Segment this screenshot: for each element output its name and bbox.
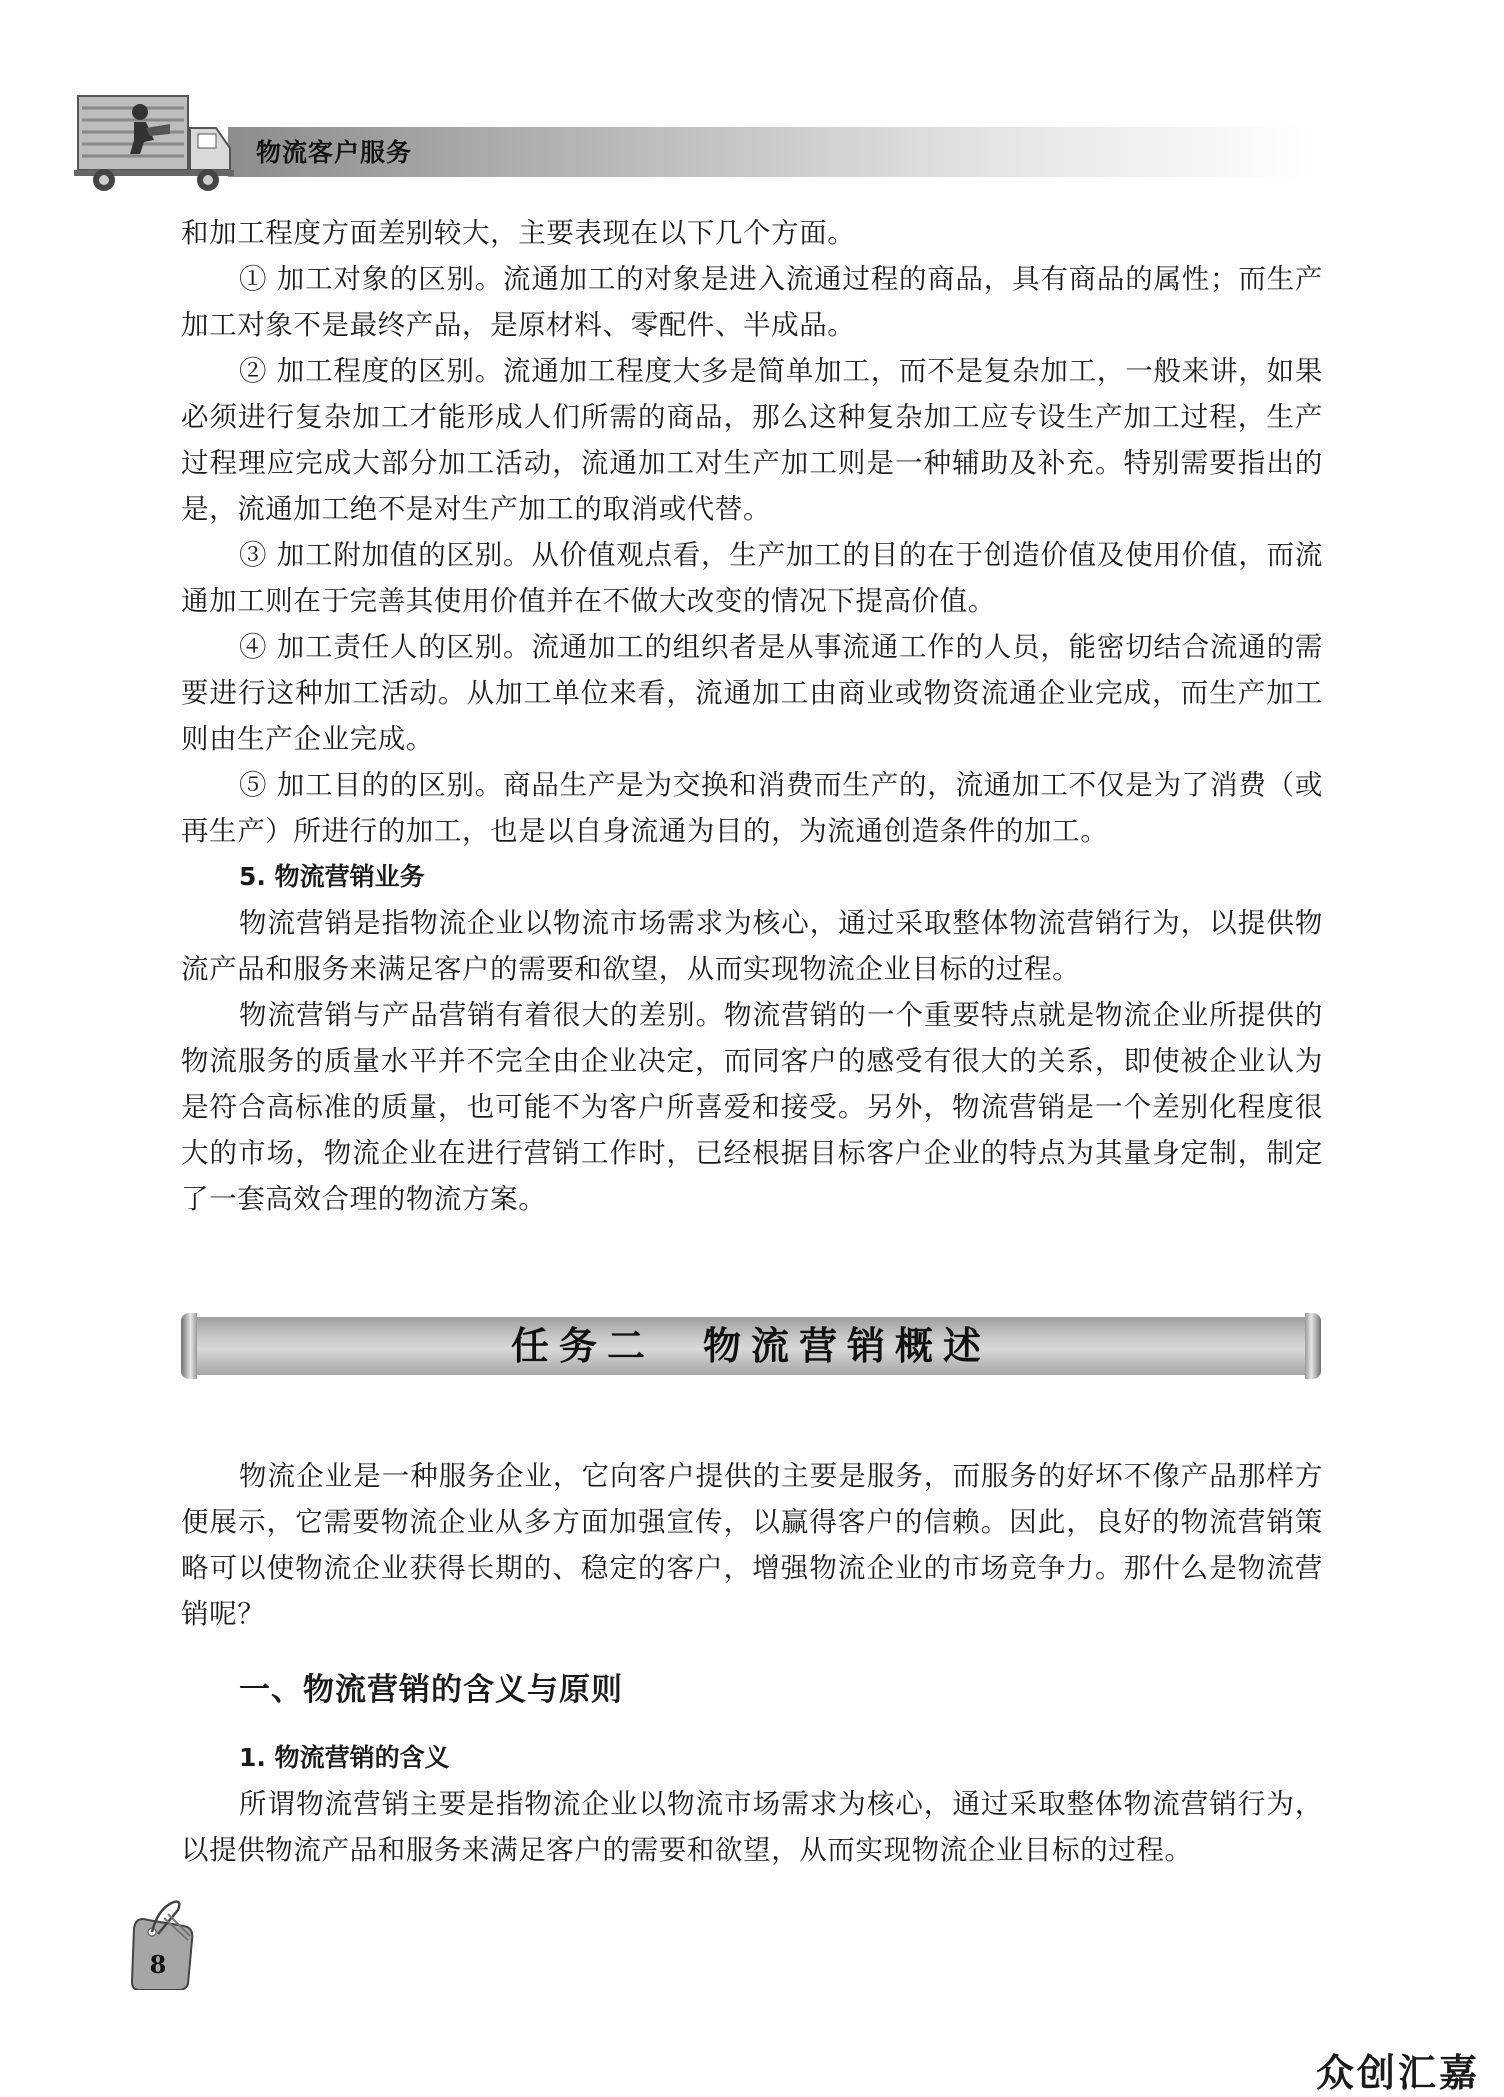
subheading: 1. 物流营销的含义: [239, 1743, 450, 1772]
subheading: 5. 物流营销业务: [239, 862, 425, 891]
paragraph: 物流营销与产品营销有着很大的差别。物流营销的一个重要特点就是物流企业所提供的物流服务的质量水平并不完全由企业决定，而同客户的感受有很大的关系，即使被企业认为是符合高标准的质量，也可能不为客户所喜爱和接受。另外，物流营销是一个差别化程度很大的市场，物流企业在进行营销工作时，已经根据目标客户企业的特点为其量身定制，制定了一套高效合理的物流方案。: [181, 999, 1323, 1215]
section-2: [181, 1453, 1323, 1873]
paragraph: ③ 加工附加值的区别。从价值观点看，生产加工的目的在于创造价值及使用价值，而流通加工则在于完善其使用价值并在不做大改变的情况下提高价值。: [181, 539, 1323, 617]
page-number: 8: [149, 1950, 167, 1979]
paragraph: ④ 加工责任人的区别。流通加工的组织者是从事流通工作的人员，能密切结合流通的需要进行这种加工活动。从加工单位来看，流通加工由商业或物资流通企业完成，而生产加工则由生产企业完成。: [181, 631, 1323, 755]
header-title: 物流客户服务: [256, 138, 413, 167]
banner-title: 任务二 物流营销概述: [510, 1324, 991, 1368]
paragraph: ① 加工对象的区别。流通加工的对象是进入流通过程的商品，具有商品的属性；而生产加工对象不是最终产品，是原材料、零配件、半成品。: [181, 263, 1323, 341]
paragraph: 和加工程度方面差别较大，主要表现在以下几个方面。: [181, 217, 856, 249]
paragraph: 所谓物流营销主要是指物流企业以物流市场需求为核心，通过采取整体物流营销行为，以提供物流产品和服务来满足客户的需要和欲望，从而实现物流企业目标的过程。: [181, 1788, 1323, 1866]
paragraph: 物流企业是一种服务企业，它向客户提供的主要是服务，而服务的好坏不像产品那样方便展示，它需要物流企业从多方面加强宣传，以赢得客户的信赖。因此，良好的物流营销策略可以使物流企业获得长期的、稳定的客户，增强物流企业的市场竞争力。那什么是物流营销呢？: [181, 1460, 1323, 1630]
truck-icon: [74, 94, 242, 194]
section-banner: [181, 1313, 1321, 1383]
section-heading: 一、物流营销的含义与原则: [239, 1672, 623, 1708]
paragraph: ⑤ 加工目的的区别。商品生产是为交换和消费而生产的，流通加工不仅是为了消费（或再生产）所进行的加工，也是以自身流通为目的，为流通创造条件的加工。: [181, 769, 1323, 847]
watermark: 众创汇嘉: [1316, 2051, 1481, 2095]
section-1: [181, 210, 1323, 1222]
paragraph: 物流营销是指物流企业以物流市场需求为核心，通过采取整体物流营销行为，以提供物流产品和服务来满足客户的需要和欲望，从而实现物流企业目标的过程。: [181, 907, 1323, 985]
paragraph: ② 加工程度的区别。流通加工程度大多是简单加工，而不是复杂加工，一般来讲，如果必须进行复杂加工才能形成人们所需的商品，那么这种复杂加工应专设生产加工过程，生产过程理应完成大部分加工活动，流通加工对生产加工则是一种辅助及补充。特别需要指出的是，流通加工绝不是对生产加工的取消或代替。: [181, 355, 1323, 525]
